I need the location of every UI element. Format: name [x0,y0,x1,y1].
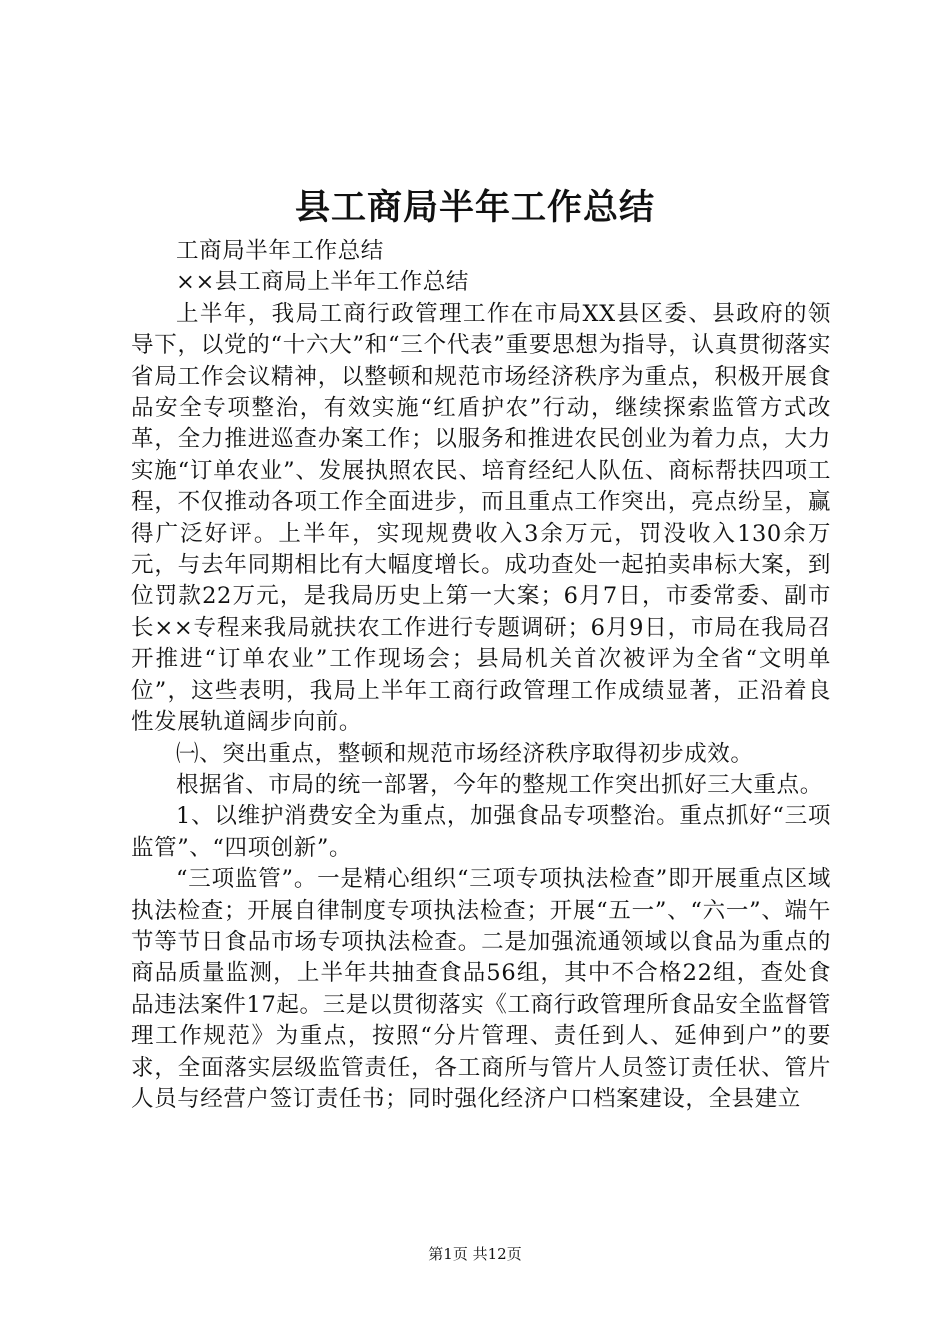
paragraph-item-one: 1、以维护消费安全为重点，加强食品专项整治。重点抓好“三项监管”、“四项创新”。 [131,803,831,861]
page-footer: 第1页 共12页 [428,1245,522,1263]
paragraph-three-supervision: “三项监管”。一是精心组织“三项专项执法检查”即开展重点区域执法检查；开展自律制度专项执法检查；开展“五一”、“六一”、端午节等节日食品市场专项执法检查。二是加强流通领域以食品为重点的商品质量监测，上半年共抽查食品56组，其中不合格22组，查处食品违法案件17起。三是以贯彻落实《工商行政管理所食品安全监督管理工作规范》为重点，按照“分片管理、责任到人、延伸到户”的要求，全面落实层级监管责任，各工商所与管片人员签订责任状、管片人员与经营户签订责任书；同时强化经济户口档案建设，全县建立 [131,866,831,1112]
paragraph-focus: 根据省、市局的统一部署，今年的整规工作突出抓好三大重点。 [176,771,823,798]
paragraph-section-one: ㈠、突出重点，整顿和规范市场经济秩序取得初步成效。 [176,740,754,767]
paragraph-heading: ××县工商局上半年工作总结 [176,269,470,296]
document-body [131,236,831,1115]
paragraph-intro: 上半年，我局工商行政管理工作在市局XX县区委、县政府的领导下，以党的“十六大”和“三个代表”重要思想为指导，认真贯彻落实省局工作会议精神，以整顿和规范市场经济秩序为重点，积极开展食品安全专项整治，有效实施“红盾护农”行动，继续探索监管方式改革，全力推进巡查办案工作；以服务和推进农民创业为着力点，大力实施“订单农业”、发展执照农民、培育经纪人队伍、商标帮扶四项工程，不仅推动各项工作全面进步，而且重点工作突出，亮点纷呈，赢得广泛好评。上半年，实现规费收入3余万元，罚没收入130余万元，与去年同期相比有大幅度增长。成功查处一起拍卖串标大案，到位罚款22万元，是我局历史上第一大案；6月7日，市委常委、副市长××专程来我局就扶农工作进行专题调研；6月9日，市局在我局召开推进“订单农业”工作现场会；县局机关首次被评为全省“文明单位”，这些表明，我局上半年工商行政管理工作成绩显著，正沿着良性发展轨道阔步向前。 [131,300,831,736]
paragraph-subtitle: 工商局半年工作总结 [176,238,384,264]
document-title: 县工商局半年工作总结 [294,187,655,228]
